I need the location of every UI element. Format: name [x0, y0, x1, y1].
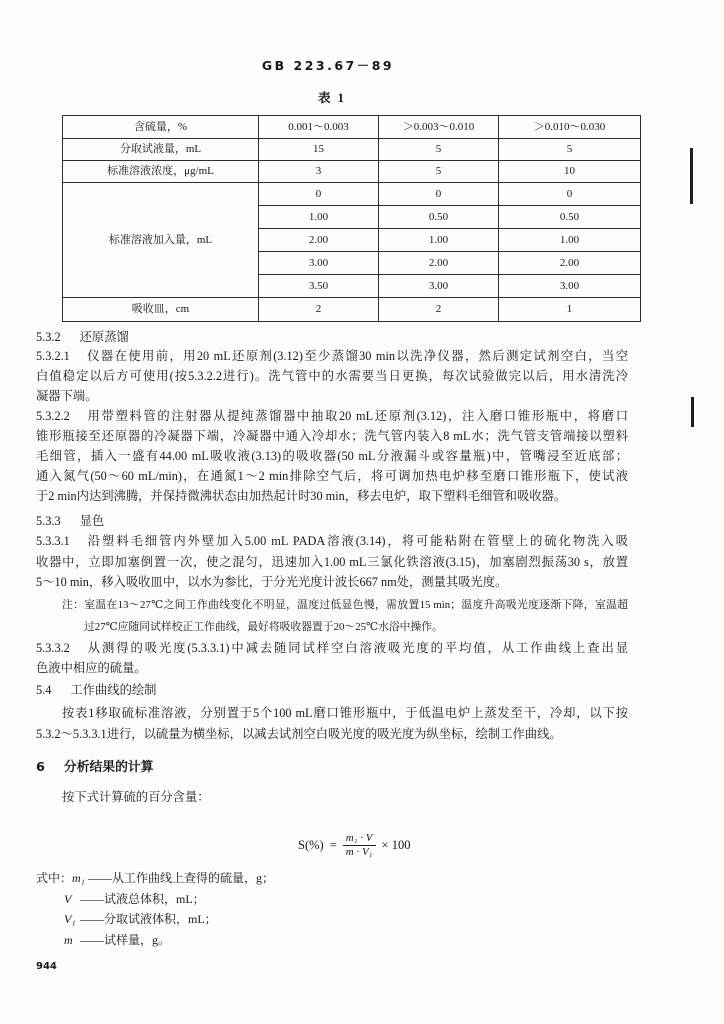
table-caption: 表 1	[318, 91, 344, 105]
paragraph-5-3-2-2	[36, 406, 628, 506]
variable-row	[36, 868, 274, 889]
note-line: 过27℃应随同试样校正工作曲线，最好将吸收器置于20～25℃水浴中操作。	[84, 621, 443, 633]
paragraph-line: 于2 min内达到沸腾，并保持微沸状态由加热起计时30 min，移去电炉，取下塑料毛细管和吸收器。	[36, 489, 567, 503]
section-heading-5-3-3	[36, 511, 104, 531]
table-row-cell-length	[63, 298, 641, 322]
variable-description: ——分取试液体积，mL；	[80, 912, 217, 927]
variable-description: ——试液总体积，mL；	[80, 891, 205, 906]
table-cell: 0.50	[379, 206, 499, 229]
clause-number: 5.3.3.2	[36, 641, 70, 655]
table-cell: 2.00	[259, 229, 379, 252]
paragraph-line: 按表1移取硫标准溶液，分别置于5个100 mL磨口锥形瓶中，于低温电炉上蒸发至干，冷却，以下按	[62, 706, 628, 720]
paragraph-5-3-3-1	[36, 531, 628, 593]
header-range: 0.001～0.003	[259, 116, 379, 139]
row-label: 吸收皿，cm	[63, 298, 259, 322]
clause-number: 5.3.2.1	[36, 349, 70, 363]
paragraph-line: 白值稳定以后方可使用(按5.3.2.2进行)。洗气管中的水需要当日更换，每次试验做完以后，用水清洗冷	[36, 369, 628, 383]
scan-artifact	[691, 397, 694, 427]
table-cell: 2.00	[499, 252, 641, 275]
variable-symbol: V₁	[64, 912, 76, 927]
section-heading-5-3-2	[36, 327, 129, 347]
row-label: 标准溶液加入量，mL	[63, 183, 259, 298]
table-cell: 3.00	[259, 252, 379, 275]
section-number: 5.3.2	[36, 330, 61, 344]
paragraph-line: 凝器下端。	[36, 389, 98, 403]
variable-row	[36, 909, 274, 930]
table-cell: 0.50	[499, 206, 641, 229]
table-cell: 1.00	[259, 206, 379, 229]
paragraph-line: 5～10 min，移入吸收皿中，以水为参比，于分光光度计波长667 nm处，测量其吸光度。	[36, 575, 508, 589]
section-heading-5-4	[36, 680, 156, 700]
formula-intro: 按下式计算硫的百分含量：	[62, 790, 210, 804]
formula-multiplier: × 100	[381, 837, 411, 852]
formula	[298, 831, 410, 859]
table-cell: 3.00	[379, 275, 499, 298]
formula-equals: =	[329, 837, 337, 852]
table-cell: 5	[379, 161, 499, 183]
table-cell: 5	[499, 139, 641, 161]
paragraph-line	[36, 531, 628, 552]
table-cell: 3.00	[499, 275, 641, 298]
header-range: ＞0.010～0.030	[499, 116, 641, 139]
table-1	[62, 115, 641, 322]
scan-artifact	[690, 148, 693, 204]
table-cell: 2	[379, 298, 499, 322]
table-cell: 15	[259, 139, 379, 161]
note-line	[62, 594, 628, 616]
table-cell: 2.00	[379, 252, 499, 275]
paragraph-5-3-2-1	[36, 346, 628, 406]
formula-denominator: m · V₁	[345, 845, 373, 858]
paragraph-5-3-3-2	[36, 638, 628, 678]
variable-symbol: m₁	[72, 871, 85, 885]
variable-row	[36, 889, 274, 910]
table-cell: 2	[259, 298, 379, 322]
line-text: 用带塑料管的注射器从提纯蒸馏器中抽取20 mL还原剂(3.12)，注入磨口锥形瓶中，将磨口	[85, 409, 628, 423]
paragraph-line: 锥形瓶接至还原器的冷凝器下端，冷凝器中通入冷却水；洗气管内装入8 mL水；洗气管支管端接以塑料	[36, 429, 628, 443]
page-number: 944	[36, 961, 57, 972]
note	[62, 594, 628, 638]
line-text: 仪器在使用前，用20 mL还原剂(3.12)至少蒸馏30 min以洗净仪器，然后测定试剂空白，当空	[85, 349, 628, 363]
paragraph-line: 毛细管，插入一盛有44.00 mL吸收液(3.13)的吸收器(50 mL分液漏斗或容量瓶)中，管嘴浸至近底部；	[36, 449, 628, 463]
section-title: 还原蒸馏	[79, 330, 129, 344]
table-cell: 0	[499, 183, 641, 206]
formula-numerator: m₁ · V	[343, 832, 376, 846]
standard-code-header: GB 223.67－89	[261, 58, 395, 73]
table-row-concentration	[63, 161, 641, 183]
paragraph-line	[36, 406, 628, 426]
variable-definitions	[36, 868, 274, 951]
paragraph-5-4	[36, 703, 628, 745]
note-label: 注：	[62, 599, 85, 611]
table-cell: 0	[259, 183, 379, 206]
formula-fraction	[343, 832, 376, 859]
section-heading-6	[36, 758, 153, 778]
section-number: 5.3.3	[36, 514, 61, 528]
section-number: 5.4	[36, 683, 52, 697]
clause-number: 5.3.3.1	[36, 534, 70, 548]
table-cell: 10	[499, 161, 641, 183]
clause-number: 5.3.2.2	[36, 409, 70, 423]
section-number: 6	[36, 760, 45, 775]
table-cell: 3	[259, 161, 379, 183]
row-label: 分取试液量，mL	[63, 139, 259, 161]
row-label: 标准溶液浓度，μg/mL	[63, 161, 259, 183]
paragraph-line	[36, 346, 628, 366]
section-title: 工作曲线的绘制	[70, 683, 157, 697]
paragraph-line	[36, 638, 628, 658]
table-cell: 3.50	[259, 275, 379, 298]
header-label: 含硫量，%	[63, 116, 259, 139]
where-label: 式中：	[36, 871, 73, 885]
variable-symbol: m	[64, 933, 73, 948]
table-row-standard-addition	[63, 183, 641, 206]
paragraph-line: 5.3.2～5.3.3.1进行，以硫量为横坐标，以减去试剂空白吸光度的吸光度为纵坐标，绘制工作曲线。	[36, 727, 562, 741]
table-cell: 1.00	[379, 229, 499, 252]
formula-lhs: S(%)	[298, 837, 324, 852]
variable-symbol: V	[64, 891, 72, 906]
table-row-aliquot	[63, 139, 641, 161]
paragraph-line: 收器中，立即加塞倒置一次，使之混匀，迅速加入1.00 mL三氯化铁溶液(3.15)，加塞剧烈振荡30 s，放置	[36, 554, 628, 569]
paragraph-line: 通入氮气(50～60 mL/min)，在通氮1～2 min排除空气后，将可调加热电炉移至磨口锥形瓶下，使试液	[36, 469, 628, 483]
paragraph-line: 色液中相应的硫量。	[36, 661, 147, 675]
variable-description: ——从工作曲线上查得的硫量，g；	[88, 871, 275, 885]
header-range: ＞0.003～0.010	[379, 116, 499, 139]
line-text: 沿塑料毛细管内外壁加入5.00 mL PADA溶液(3.14)，将可能粘附在管壁上的硫化物洗入吸	[85, 534, 628, 548]
section-title: 显色	[79, 514, 105, 528]
variable-description: ——试样量，g。	[80, 933, 171, 948]
table-cell: 0	[379, 183, 499, 206]
table-cell: 1	[499, 298, 641, 322]
table-cell: 5	[379, 139, 499, 161]
line-text: 室温在13～27℃之间工作曲线变化不明显，温度过低显色慢，需放置15 min；温度升高吸光度逐渐下降，室温超	[84, 599, 629, 611]
section-title: 分析结果的计算	[63, 760, 154, 775]
table-cell: 1.00	[499, 229, 641, 252]
table-header-row	[63, 116, 641, 139]
variable-row	[36, 930, 274, 951]
line-text: 从测得的吸光度(5.3.3.1)中减去随同试样空白溶液吸光度的平均值，从工作曲线上查出显	[85, 641, 628, 655]
